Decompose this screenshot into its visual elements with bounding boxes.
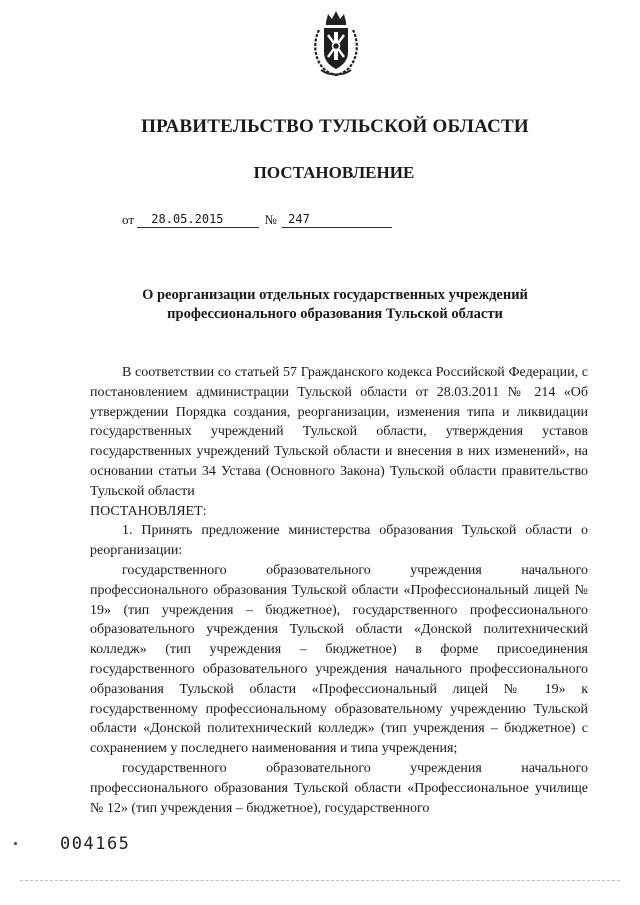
item-1-clause-a: государственного образовательного учреждения начального профессионального образования Тульской области «Профессиональный лицей № 19» (тип учреждения – бюджетное), государственного профессионального образовательного учреждения Тульской области «Донской политехнический колледж» (тип учреждения – бюджетное) в форме присоединения государственного образовательного учреждения начального профессионального образования Тульской области «Профессиональный лицей № 19» к государственному профессиональному образовательному учреждению Тульской области «Донской политехнический колледж» (тип учреждения – бюджетное) с сохранением у последнего наименования и типа учреждения;: [90, 562, 588, 757]
item-1-clause-b: государственного образовательного учреждения начального профессионального образования Тульской области «Профессиональное училище № 12» (тип учреждения – бюджетное), государственного: [90, 760, 588, 816]
number-label: №: [264, 212, 277, 227]
form-serial-number: 004165: [60, 834, 131, 854]
item-1-paragraph: 1. Принять предложение министерства образования Тульской области о реорганизации:: [90, 523, 588, 559]
coat-of-arms-icon: [309, 8, 363, 78]
document-body: [90, 363, 588, 818]
page-edge-divider: [20, 880, 620, 881]
preamble-paragraph: В соответствии со статьей 57 Гражданского кодекса Российской Федерации, с постановлением администрации Тульской области от 28.03.2011 № 214 «Об утверждении Порядка создания, реорганизации, изменения типа и ликвидации государственных учреждений Тульской области, утверждения уставов государственных учреждений Тульской области и внесения в них изменений», на основании статьи 34 Устава (Основного Закона) Тульской области правительство Тульской области: [90, 365, 588, 499]
scan-mark: [14, 842, 17, 845]
date-label: от: [122, 212, 135, 227]
subject-line-2: профессионального образования Тульской области: [167, 306, 503, 322]
number-value: 247: [282, 212, 392, 228]
subject-heading: [100, 286, 570, 324]
decree-word: ПОСТАНОВЛЯЕТ:: [90, 503, 207, 519]
date-value: 28.05.2015: [137, 212, 259, 228]
subject-line-1: О реорганизации отдельных государственных учреждений: [142, 287, 528, 303]
government-title: ПРАВИТЕЛЬСТВО ТУЛЬСКОЙ ОБЛАСТИ: [141, 116, 529, 137]
date-number-line: [122, 212, 392, 228]
document-type: ПОСТАНОВЛЕНИЕ: [253, 163, 415, 182]
